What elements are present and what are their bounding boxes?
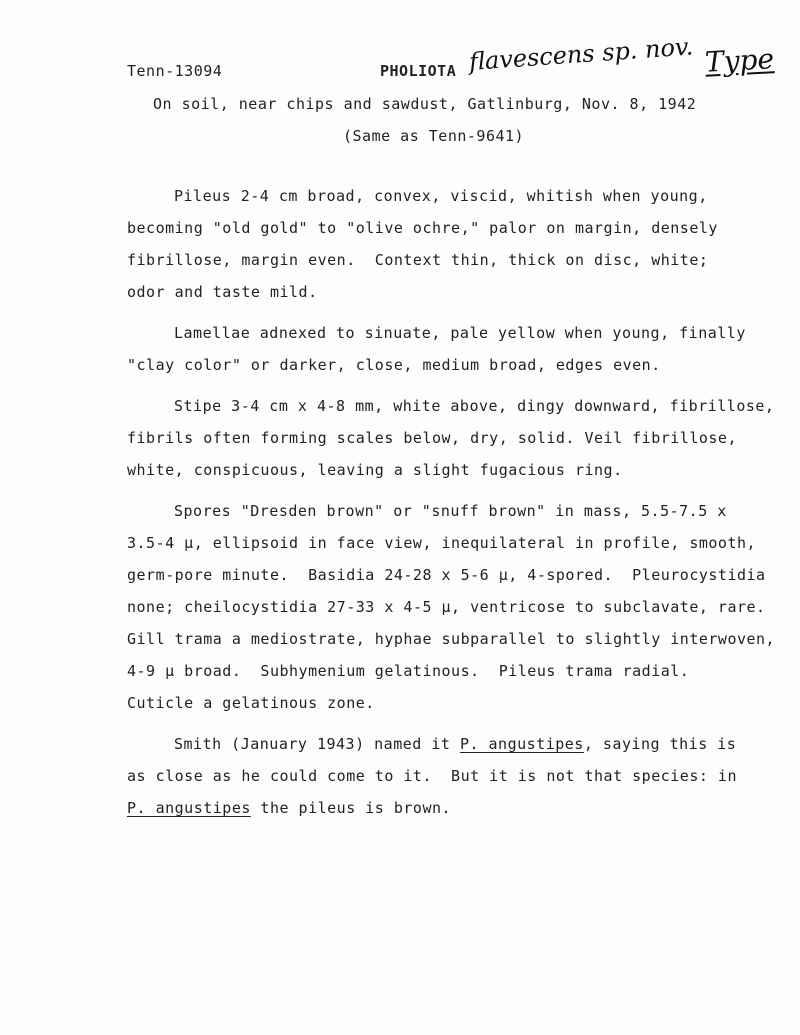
text-line: Gill trama a mediostrate, hyphae subparallel to slightly interwoven, xyxy=(127,630,776,648)
text-line: Pileus 2-4 cm broad, convex, viscid, whitish when young, xyxy=(174,187,708,205)
text-line: germ-pore minute. Basidia 24-28 x 5-6 μ, 4-spored. Pleurocystidia xyxy=(127,566,766,584)
handwritten-epithet: flavescens sp. nov. xyxy=(468,32,695,76)
text-line: 4-9 μ broad. Subhymenium gelatinous. Pileus trama radial. xyxy=(127,662,690,680)
text-line: odor and taste mild. xyxy=(127,283,318,301)
text-line: Stipe 3-4 cm x 4-8 mm, white above, dingy downward, fibrillose, xyxy=(174,397,775,415)
species-name-underlined: P. angustipes xyxy=(127,799,251,817)
species-name-underlined: P. angustipes xyxy=(459,735,584,753)
text-run: the pileus is brown. xyxy=(250,799,452,817)
text-line: Lamellae adnexed to sinuate, pale yellow when young, finally xyxy=(174,324,746,342)
text-line: Spores "Dresden brown" or "snuff brown" in mass, 5.5-7.5 x xyxy=(174,502,727,520)
genus-name: PHOLIOTA xyxy=(380,62,457,80)
same-as-note: (Same as Tenn-9641) xyxy=(343,127,525,145)
locality-line: On soil, near chips and sawdust, Gatlinburg, Nov. 8, 1942 xyxy=(153,95,697,113)
handwritten-type-note: Type xyxy=(704,42,775,79)
text-line: white, conspicuous, leaving a slight fugacious ring. xyxy=(127,461,623,479)
text-line: Cuticle a gelatinous zone. xyxy=(127,694,375,712)
text-run: , saying this is xyxy=(583,735,737,753)
text-line: as close as he could come to it. But it is not that species: in xyxy=(127,767,737,785)
text-run: Smith (January 1943) named it xyxy=(174,735,460,753)
text-line: fibrillose, margin even. Context thin, thick on disc, white; xyxy=(127,251,709,269)
text-line xyxy=(174,735,736,753)
text-line: "clay color" or darker, close, medium broad, edges even. xyxy=(127,356,661,374)
text-line xyxy=(127,799,451,817)
text-line: 3.5-4 μ, ellipsoid in face view, inequilateral in profile, smooth, xyxy=(127,534,757,552)
text-line: none; cheilocystidia 27-33 x 4-5 μ, ventricose to subclavate, rare. xyxy=(127,598,766,616)
text-line: fibrils often forming scales below, dry, solid. Veil fibrillose, xyxy=(127,429,737,447)
accession-number: Tenn-13094 xyxy=(127,62,223,80)
text-line: becoming "old gold" to "olive ochre," palor on margin, densely xyxy=(127,219,718,237)
